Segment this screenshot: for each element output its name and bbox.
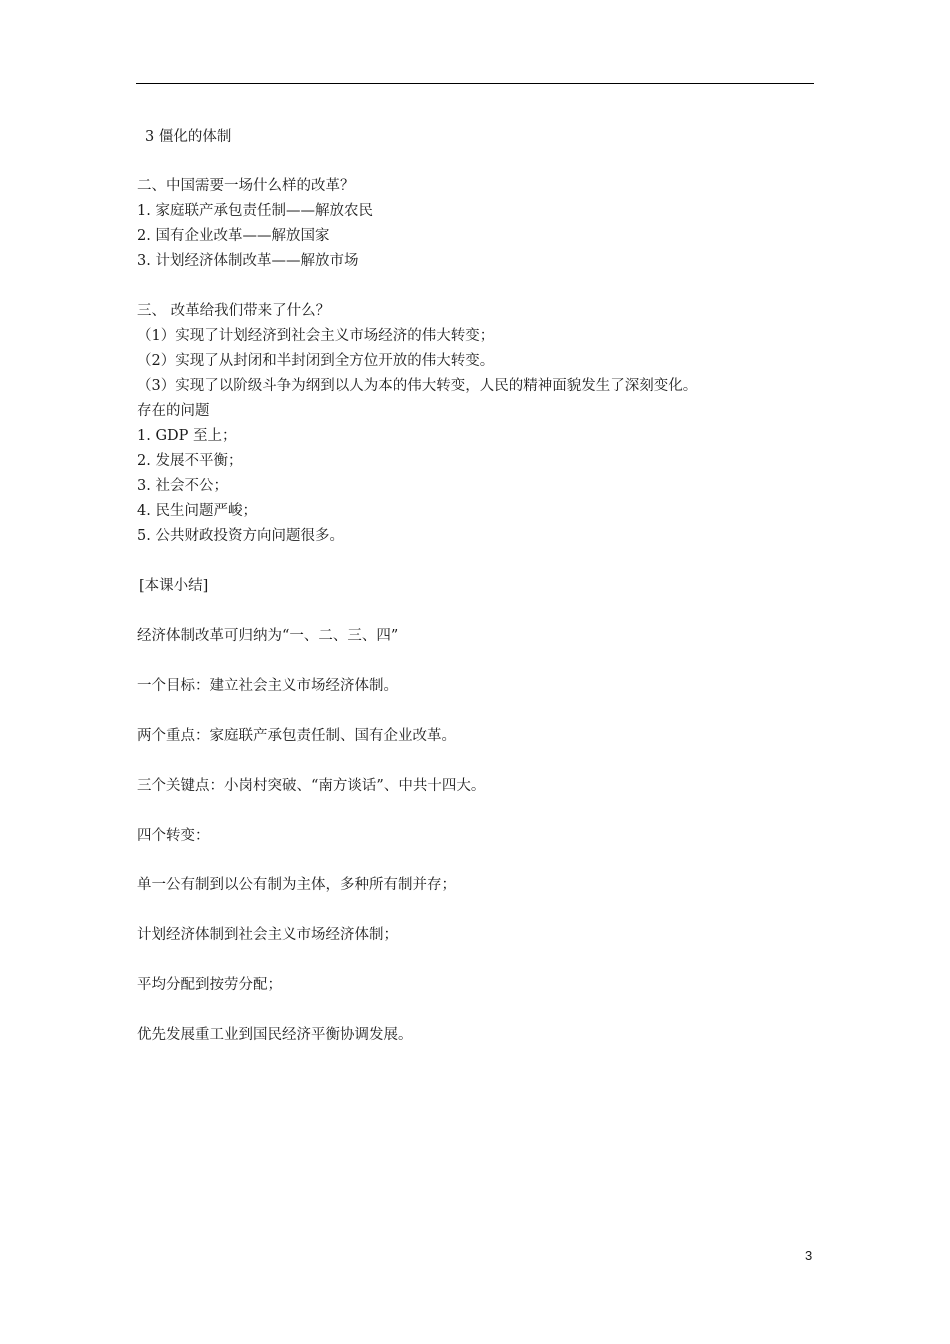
section3-item: （3）实现了以阶级斗争为纲到以人为本的伟大转变，人民的精神面貌发生了深刻变化。 — [137, 378, 698, 394]
page-number: 3 — [805, 1248, 813, 1263]
summary-goal: 一个目标：建立社会主义市场经济体制。 — [137, 678, 398, 694]
section2-item: 3. 计划经济体制改革——解放市场 — [137, 253, 359, 269]
top-line: 3 僵化的体制 — [145, 129, 232, 145]
section2-item: 1. 家庭联产承包责任制——解放农民 — [137, 203, 373, 219]
problem-item: 5. 公共财政投资方向问题很多。 — [137, 528, 344, 544]
summary-changes-heading: 四个转变： — [137, 828, 210, 844]
summary-focus: 两个重点：家庭联产承包责任制、国有企业改革。 — [137, 728, 456, 744]
problem-item: 4. 民生问题严峻； — [137, 503, 257, 519]
summary-change-item: 优先发展重工业到国民经济平衡协调发展。 — [137, 1027, 413, 1043]
problem-item: 1. GDP 至上； — [137, 428, 237, 444]
problem-item: 2. 发展不平衡； — [137, 453, 243, 469]
problem-item: 3. 社会不公； — [137, 478, 228, 494]
summary-change-item: 平均分配到按劳分配； — [137, 977, 282, 993]
section2-heading: 二、中国需要一场什么样的改革？ — [137, 178, 355, 194]
problems-heading: 存在的问题 — [137, 403, 210, 419]
section3-item: （1）实现了计划经济到社会主义市场经济的伟大转变； — [137, 328, 495, 344]
summary-keys: 三个关键点：小岗村突破、“南方谈话”、中共十四大。 — [137, 778, 486, 794]
section2-item: 2. 国有企业改革——解放国家 — [137, 228, 330, 244]
summary-change-item: 单一公有制到以公有制为主体，多种所有制并存； — [137, 877, 456, 893]
header-rule — [136, 83, 814, 84]
section3-item: （2）实现了从封闭和半封闭到全方位开放的伟大转变。 — [137, 353, 495, 369]
summary-change-item: 计划经济体制到社会主义市场经济体制； — [137, 927, 398, 943]
summary-intro: 经济体制改革可归纳为“一、二、三、四” — [137, 628, 399, 644]
summary-heading: [本课小结] — [139, 578, 209, 594]
section3-heading: 三、 改革给我们带来了什么？ — [137, 303, 331, 319]
